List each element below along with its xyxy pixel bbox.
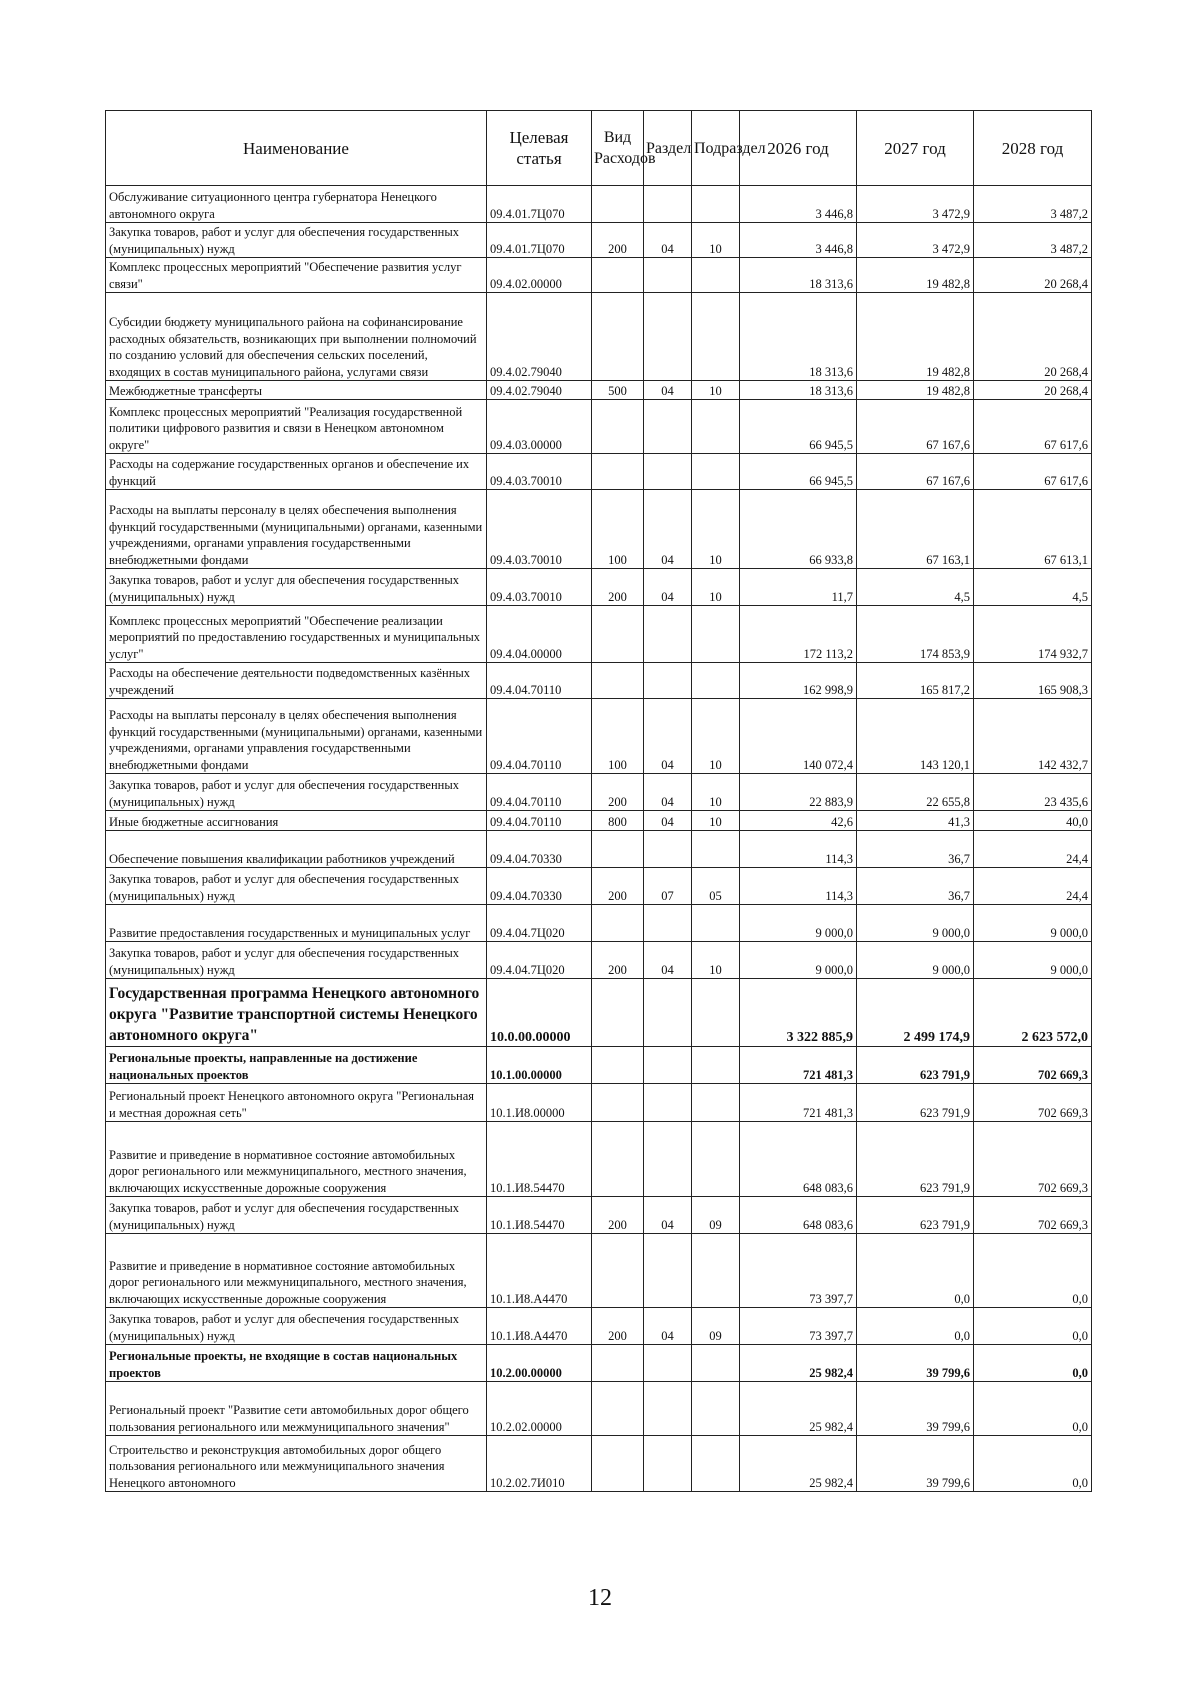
cell-amount-2028: 24,4 xyxy=(974,831,1092,868)
cell-section xyxy=(644,454,692,490)
cell-subsection xyxy=(692,979,740,1047)
cell-amount-2026: 9 000,0 xyxy=(740,942,857,979)
cell-section xyxy=(644,979,692,1047)
cell-amount-2026: 3 446,8 xyxy=(740,223,857,258)
cell-section xyxy=(644,1345,692,1382)
cell-subsection xyxy=(692,293,740,381)
cell-expense-type xyxy=(592,454,644,490)
cell-subsection xyxy=(692,400,740,454)
cell-amount-2027: 19 482,8 xyxy=(857,381,974,400)
cell-amount-2027: 19 482,8 xyxy=(857,293,974,381)
cell-target-article: 10.1.00.00000 xyxy=(487,1047,592,1084)
cell-amount-2028: 2 623 572,0 xyxy=(974,979,1092,1047)
cell-expense-type xyxy=(592,831,644,868)
header-year-2026: 2026 год xyxy=(740,111,857,186)
cell-subsection xyxy=(692,1345,740,1382)
cell-amount-2028: 23 435,6 xyxy=(974,774,1092,811)
cell-amount-2028: 24,4 xyxy=(974,868,1092,905)
cell-subsection xyxy=(692,1436,740,1492)
cell-amount-2028: 3 487,2 xyxy=(974,223,1092,258)
cell-subsection: 10 xyxy=(692,942,740,979)
cell-amount-2027: 623 791,9 xyxy=(857,1122,974,1197)
cell-section: 04 xyxy=(644,942,692,979)
cell-amount-2027: 0,0 xyxy=(857,1308,974,1345)
cell-name: Закупка товаров, работ и услуг для обеспечения государственных (муниципальных) нужд xyxy=(106,868,487,905)
cell-expense-type: 100 xyxy=(592,490,644,569)
cell-amount-2026: 140 072,4 xyxy=(740,699,857,774)
cell-expense-type xyxy=(592,905,644,942)
cell-amount-2028: 0,0 xyxy=(974,1345,1092,1382)
cell-amount-2027: 3 472,9 xyxy=(857,223,974,258)
cell-subsection: 10 xyxy=(692,490,740,569)
table-row xyxy=(106,1084,1092,1122)
budget-table xyxy=(105,110,1092,1492)
cell-name: Субсидии бюджету муниципального района на софинансирование расходных обязательств, возникающих при выполнении полномочий по созданию условий для обеспечения сельских поселений, входящих в состав муниципального района, услугами связи xyxy=(106,293,487,381)
cell-section: 04 xyxy=(644,381,692,400)
cell-target-article: 09.4.01.7Ц070 xyxy=(487,186,592,223)
table-row xyxy=(106,1047,1092,1084)
cell-amount-2026: 25 982,4 xyxy=(740,1382,857,1436)
cell-amount-2026: 721 481,3 xyxy=(740,1047,857,1084)
cell-amount-2026: 42,6 xyxy=(740,811,857,831)
cell-name: Региональный проект "Развитие сети автомобильных дорог общего пользования регионального или межмуниципального значения" xyxy=(106,1382,487,1436)
cell-target-article: 09.4.04.7Ц020 xyxy=(487,942,592,979)
cell-subsection xyxy=(692,1382,740,1436)
cell-section xyxy=(644,400,692,454)
cell-name: Закупка товаров, работ и услуг для обеспечения государственных (муниципальных) нужд xyxy=(106,223,487,258)
table-row xyxy=(106,454,1092,490)
cell-subsection xyxy=(692,186,740,223)
cell-expense-type xyxy=(592,663,644,699)
cell-name: Иные бюджетные ассигнования xyxy=(106,811,487,831)
table-row xyxy=(106,663,1092,699)
cell-amount-2027: 4,5 xyxy=(857,569,974,606)
cell-amount-2026: 18 313,6 xyxy=(740,293,857,381)
cell-subsection: 10 xyxy=(692,223,740,258)
cell-name: Расходы на выплаты персоналу в целях обеспечения выполнения функций государственными (муниципальными) органами, казенными учреждениями, органами управления государственными внебюджетными фондами xyxy=(106,699,487,774)
cell-expense-type: 200 xyxy=(592,223,644,258)
cell-amount-2028: 3 487,2 xyxy=(974,186,1092,223)
cell-expense-type xyxy=(592,979,644,1047)
page-number: 12 xyxy=(588,1585,612,1611)
cell-target-article: 09.4.04.70110 xyxy=(487,699,592,774)
cell-amount-2026: 18 313,6 xyxy=(740,258,857,293)
cell-expense-type xyxy=(592,1047,644,1084)
cell-amount-2027: 623 791,9 xyxy=(857,1047,974,1084)
cell-section xyxy=(644,1234,692,1308)
table-row xyxy=(106,699,1092,774)
cell-expense-type xyxy=(592,258,644,293)
cell-target-article: 09.4.02.79040 xyxy=(487,293,592,381)
cell-amount-2026: 66 933,8 xyxy=(740,490,857,569)
cell-section: 04 xyxy=(644,569,692,606)
cell-amount-2027: 67 163,1 xyxy=(857,490,974,569)
cell-target-article: 10.2.02.7И010 xyxy=(487,1436,592,1492)
cell-section xyxy=(644,1436,692,1492)
cell-expense-type: 200 xyxy=(592,942,644,979)
cell-amount-2026: 162 998,9 xyxy=(740,663,857,699)
cell-amount-2027: 9 000,0 xyxy=(857,905,974,942)
cell-amount-2028: 142 432,7 xyxy=(974,699,1092,774)
cell-section xyxy=(644,1084,692,1122)
cell-section xyxy=(644,1122,692,1197)
cell-name: Региональный проект Ненецкого автономного округа "Региональная и местная дорожная сеть" xyxy=(106,1084,487,1122)
cell-name: Расходы на выплаты персоналу в целях обеспечения выполнения функций государственными (муниципальными) органами, казенными учреждениями, органами управления государственными внебюджетными фондами xyxy=(106,490,487,569)
cell-target-article: 09.4.04.00000 xyxy=(487,606,592,663)
cell-amount-2028: 0,0 xyxy=(974,1234,1092,1308)
cell-target-article: 10.1.И8.А4470 xyxy=(487,1234,592,1308)
cell-amount-2028: 0,0 xyxy=(974,1308,1092,1345)
cell-expense-type: 800 xyxy=(592,811,644,831)
cell-amount-2026: 11,7 xyxy=(740,569,857,606)
cell-expense-type xyxy=(592,1234,644,1308)
table-row xyxy=(106,1382,1092,1436)
cell-amount-2028: 67 617,6 xyxy=(974,454,1092,490)
cell-section xyxy=(644,663,692,699)
table-row xyxy=(106,258,1092,293)
cell-amount-2026: 73 397,7 xyxy=(740,1234,857,1308)
cell-subsection: 10 xyxy=(692,381,740,400)
header-year-2027: 2027 год xyxy=(857,111,974,186)
cell-name: Межбюджетные трансферты xyxy=(106,381,487,400)
table-header-row xyxy=(106,111,1092,186)
cell-amount-2027: 41,3 xyxy=(857,811,974,831)
cell-amount-2027: 67 167,6 xyxy=(857,454,974,490)
cell-section xyxy=(644,606,692,663)
cell-expense-type xyxy=(592,1436,644,1492)
cell-amount-2027: 623 791,9 xyxy=(857,1197,974,1234)
cell-subsection: 09 xyxy=(692,1197,740,1234)
cell-amount-2027: 67 167,6 xyxy=(857,400,974,454)
cell-section: 04 xyxy=(644,699,692,774)
cell-subsection: 10 xyxy=(692,569,740,606)
cell-name: Строительство и реконструкция автомобильных дорог общего пользования регионального или межмуниципального значения Ненецкого автономного xyxy=(106,1436,487,1492)
cell-amount-2028: 702 669,3 xyxy=(974,1122,1092,1197)
header-subsection: Подраздел xyxy=(692,111,740,186)
table-row xyxy=(106,186,1092,223)
cell-section: 04 xyxy=(644,774,692,811)
table-row xyxy=(106,979,1092,1047)
cell-amount-2026: 66 945,5 xyxy=(740,400,857,454)
cell-target-article: 10.1.И8.А4470 xyxy=(487,1308,592,1345)
cell-name: Обслуживание ситуационного центра губернатора Ненецкого автономного округа xyxy=(106,186,487,223)
cell-amount-2028: 20 268,4 xyxy=(974,381,1092,400)
cell-expense-type xyxy=(592,606,644,663)
cell-amount-2028: 67 613,1 xyxy=(974,490,1092,569)
cell-amount-2027: 143 120,1 xyxy=(857,699,974,774)
cell-subsection xyxy=(692,1234,740,1308)
cell-name: Расходы на содержание государственных органов и обеспечение их функций xyxy=(106,454,487,490)
cell-target-article: 09.4.01.7Ц070 xyxy=(487,223,592,258)
cell-amount-2026: 9 000,0 xyxy=(740,905,857,942)
cell-name: Расходы на обеспечение деятельности подведомственных казённых учреждений xyxy=(106,663,487,699)
cell-subsection xyxy=(692,1122,740,1197)
cell-expense-type xyxy=(592,400,644,454)
cell-amount-2027: 39 799,6 xyxy=(857,1436,974,1492)
cell-target-article: 09.4.02.00000 xyxy=(487,258,592,293)
table-row xyxy=(106,490,1092,569)
cell-amount-2026: 648 083,6 xyxy=(740,1197,857,1234)
cell-target-article: 10.1.И8.00000 xyxy=(487,1084,592,1122)
table-row xyxy=(106,381,1092,400)
cell-name: Обеспечение повышения квалификации работников учреждений xyxy=(106,831,487,868)
cell-expense-type: 200 xyxy=(592,868,644,905)
cell-amount-2027: 623 791,9 xyxy=(857,1084,974,1122)
cell-amount-2028: 702 669,3 xyxy=(974,1084,1092,1122)
cell-amount-2027: 36,7 xyxy=(857,868,974,905)
cell-target-article: 09.4.03.70010 xyxy=(487,454,592,490)
cell-amount-2027: 9 000,0 xyxy=(857,942,974,979)
cell-amount-2026: 3 446,8 xyxy=(740,186,857,223)
cell-subsection: 05 xyxy=(692,868,740,905)
cell-section xyxy=(644,1382,692,1436)
cell-amount-2028: 9 000,0 xyxy=(974,905,1092,942)
cell-expense-type: 200 xyxy=(592,569,644,606)
cell-name: Региональные проекты, направленные на достижение национальных проектов xyxy=(106,1047,487,1084)
cell-amount-2026: 648 083,6 xyxy=(740,1122,857,1197)
cell-amount-2027: 19 482,8 xyxy=(857,258,974,293)
cell-expense-type xyxy=(592,1122,644,1197)
cell-amount-2028: 174 932,7 xyxy=(974,606,1092,663)
cell-amount-2028: 4,5 xyxy=(974,569,1092,606)
cell-amount-2026: 25 982,4 xyxy=(740,1436,857,1492)
cell-expense-type: 100 xyxy=(592,699,644,774)
cell-subsection: 10 xyxy=(692,699,740,774)
table-row xyxy=(106,223,1092,258)
table-row xyxy=(106,774,1092,811)
cell-target-article: 09.4.03.00000 xyxy=(487,400,592,454)
cell-amount-2028: 67 617,6 xyxy=(974,400,1092,454)
cell-target-article: 10.1.И8.54470 xyxy=(487,1197,592,1234)
cell-expense-type: 200 xyxy=(592,1197,644,1234)
cell-amount-2027: 0,0 xyxy=(857,1234,974,1308)
table-row xyxy=(106,293,1092,381)
cell-amount-2026: 22 883,9 xyxy=(740,774,857,811)
cell-target-article: 09.4.02.79040 xyxy=(487,381,592,400)
cell-target-article: 10.1.И8.54470 xyxy=(487,1122,592,1197)
cell-name: Комплекс процессных мероприятий "Обеспечение развития услуг связи" xyxy=(106,258,487,293)
table-row xyxy=(106,1345,1092,1382)
cell-amount-2027: 174 853,9 xyxy=(857,606,974,663)
cell-section: 04 xyxy=(644,223,692,258)
cell-name: Закупка товаров, работ и услуг для обеспечения государственных (муниципальных) нужд xyxy=(106,774,487,811)
cell-target-article: 09.4.04.70110 xyxy=(487,663,592,699)
header-expense-type: Вид Расходов xyxy=(592,111,644,186)
cell-target-article: 09.4.04.7Ц020 xyxy=(487,905,592,942)
cell-section xyxy=(644,186,692,223)
cell-amount-2027: 39 799,6 xyxy=(857,1382,974,1436)
header-article: Целевая статья xyxy=(487,111,592,186)
cell-target-article: 09.4.04.70330 xyxy=(487,831,592,868)
cell-subsection xyxy=(692,1047,740,1084)
cell-subsection xyxy=(692,258,740,293)
cell-expense-type: 200 xyxy=(592,1308,644,1345)
table-row xyxy=(106,905,1092,942)
cell-name: Комплекс процессных мероприятий "Реализация государственной политики цифрового развития и связи в Ненецком автономном округе" xyxy=(106,400,487,454)
cell-amount-2026: 25 982,4 xyxy=(740,1345,857,1382)
cell-subsection xyxy=(692,831,740,868)
cell-amount-2027: 2 499 174,9 xyxy=(857,979,974,1047)
cell-target-article: 09.4.03.70010 xyxy=(487,490,592,569)
cell-section xyxy=(644,293,692,381)
cell-section: 04 xyxy=(644,490,692,569)
table-row xyxy=(106,1308,1092,1345)
cell-subsection: 09 xyxy=(692,1308,740,1345)
cell-amount-2027: 36,7 xyxy=(857,831,974,868)
cell-amount-2027: 3 472,9 xyxy=(857,186,974,223)
cell-target-article: 09.4.03.70010 xyxy=(487,569,592,606)
cell-section: 04 xyxy=(644,811,692,831)
cell-amount-2026: 3 322 885,9 xyxy=(740,979,857,1047)
cell-amount-2027: 165 817,2 xyxy=(857,663,974,699)
cell-amount-2026: 18 313,6 xyxy=(740,381,857,400)
table-row xyxy=(106,811,1092,831)
cell-expense-type xyxy=(592,1345,644,1382)
cell-amount-2028: 9 000,0 xyxy=(974,942,1092,979)
table-row xyxy=(106,831,1092,868)
cell-section: 07 xyxy=(644,868,692,905)
table-row xyxy=(106,606,1092,663)
cell-expense-type: 500 xyxy=(592,381,644,400)
cell-target-article: 10.2.02.00000 xyxy=(487,1382,592,1436)
cell-expense-type: 200 xyxy=(592,774,644,811)
cell-name: Закупка товаров, работ и услуг для обеспечения государственных (муниципальных) нужд xyxy=(106,1197,487,1234)
cell-expense-type xyxy=(592,1084,644,1122)
cell-amount-2027: 22 655,8 xyxy=(857,774,974,811)
cell-name: Закупка товаров, работ и услуг для обеспечения государственных (муниципальных) нужд xyxy=(106,942,487,979)
cell-amount-2028: 0,0 xyxy=(974,1382,1092,1436)
table-row xyxy=(106,868,1092,905)
cell-amount-2026: 114,3 xyxy=(740,831,857,868)
cell-name: Комплекс процессных мероприятий "Обеспечение реализации мероприятий по предоставлению государственных и муниципальных услуг" xyxy=(106,606,487,663)
cell-amount-2026: 73 397,7 xyxy=(740,1308,857,1345)
table-row xyxy=(106,1122,1092,1197)
cell-name: Региональные проекты, не входящие в состав национальных проектов xyxy=(106,1345,487,1382)
cell-amount-2028: 702 669,3 xyxy=(974,1047,1092,1084)
cell-amount-2028: 165 908,3 xyxy=(974,663,1092,699)
cell-subsection xyxy=(692,1084,740,1122)
cell-expense-type xyxy=(592,293,644,381)
cell-target-article: 09.4.04.70110 xyxy=(487,774,592,811)
cell-target-article: 10.0.00.00000 xyxy=(487,979,592,1047)
cell-subsection xyxy=(692,905,740,942)
cell-amount-2028: 0,0 xyxy=(974,1436,1092,1492)
header-year-2028: 2028 год xyxy=(974,111,1092,186)
cell-expense-type xyxy=(592,186,644,223)
cell-name: Закупка товаров, работ и услуг для обеспечения государственных (муниципальных) нужд xyxy=(106,1308,487,1345)
cell-subsection xyxy=(692,663,740,699)
cell-amount-2028: 20 268,4 xyxy=(974,258,1092,293)
cell-name: Развитие и приведение в нормативное состояние автомобильных дорог регионального или межмуниципального, местного значения, включающих искусственные дорожные сооружения xyxy=(106,1122,487,1197)
header-section: Раздел xyxy=(644,111,692,186)
cell-amount-2026: 66 945,5 xyxy=(740,454,857,490)
cell-subsection: 10 xyxy=(692,811,740,831)
cell-amount-2026: 721 481,3 xyxy=(740,1084,857,1122)
cell-subsection xyxy=(692,454,740,490)
cell-subsection: 10 xyxy=(692,774,740,811)
header-name: Наименование xyxy=(106,111,487,186)
cell-target-article: 09.4.04.70110 xyxy=(487,811,592,831)
table-row xyxy=(106,942,1092,979)
cell-amount-2028: 702 669,3 xyxy=(974,1197,1092,1234)
cell-section xyxy=(644,831,692,868)
table-row xyxy=(106,400,1092,454)
table-row xyxy=(106,569,1092,606)
cell-amount-2026: 172 113,2 xyxy=(740,606,857,663)
cell-name: Государственная программа Ненецкого автономного округа "Развитие транспортной системы Ненецкого автономного округа" xyxy=(106,979,487,1047)
cell-amount-2028: 20 268,4 xyxy=(974,293,1092,381)
cell-section xyxy=(644,1047,692,1084)
table-row xyxy=(106,1436,1092,1492)
cell-section: 04 xyxy=(644,1197,692,1234)
table-body xyxy=(106,186,1092,1492)
table-row xyxy=(106,1197,1092,1234)
cell-target-article: 09.4.04.70330 xyxy=(487,868,592,905)
cell-amount-2026: 114,3 xyxy=(740,868,857,905)
table-row xyxy=(106,1234,1092,1308)
cell-expense-type xyxy=(592,1382,644,1436)
cell-target-article: 10.2.00.00000 xyxy=(487,1345,592,1382)
cell-subsection xyxy=(692,606,740,663)
cell-name: Развитие предоставления государственных и муниципальных услуг xyxy=(106,905,487,942)
cell-section xyxy=(644,905,692,942)
cell-name: Развитие и приведение в нормативное состояние автомобильных дорог регионального или межмуниципального, местного значения, включающих искусственные дорожные сооружения xyxy=(106,1234,487,1308)
cell-amount-2027: 39 799,6 xyxy=(857,1345,974,1382)
cell-section xyxy=(644,258,692,293)
cell-name: Закупка товаров, работ и услуг для обеспечения государственных (муниципальных) нужд xyxy=(106,569,487,606)
cell-section: 04 xyxy=(644,1308,692,1345)
cell-amount-2028: 40,0 xyxy=(974,811,1092,831)
